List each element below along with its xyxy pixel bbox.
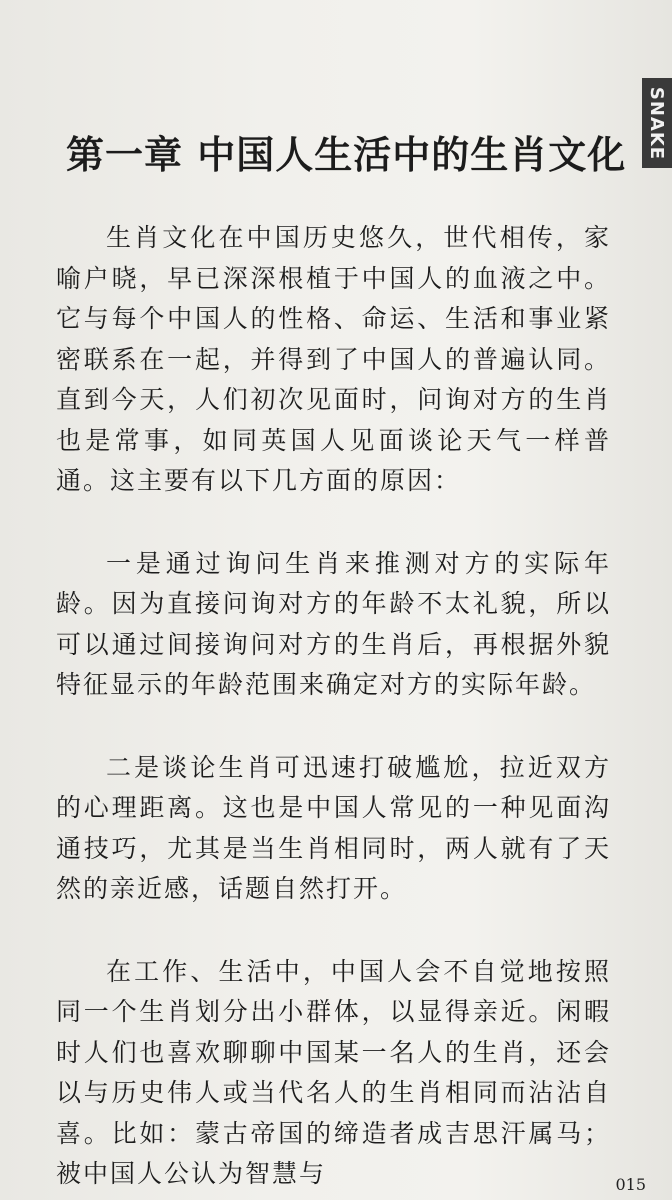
- chapter-title: 第一章 中国人生活中的生肖文化: [66, 133, 627, 177]
- section-tab-label: SNAKE: [646, 86, 668, 160]
- paragraph-1: 生肖文化在中国历史悠久，世代相传，家喻户晓，早已深深根植于中国人的血液之中。它与每个中国人的性格、命运、生活和事业紧密联系在一起，并得到了中国人的普遍认同。直到今天，人们初次见面时，问询对方的生肖也是常事，如同英国人见面谈论天气一样普通。这主要有以下几方面的原因：: [56, 223, 611, 495]
- page-number: 015: [615, 1175, 646, 1194]
- paragraph-4: 在工作、生活中，中国人会不自觉地按照同一个生肖划分出小群体，以显得亲近。闲暇时人们也喜欢聊聊中国某一名人的生肖，还会以与历史伟人或当代名人的生肖相同而沾沾自喜。比如：蒙古帝国的缔造者成吉思汗属马；被中国人公认为智慧与: [56, 956, 611, 1188]
- body-text: [56, 218, 611, 1200]
- paragraph-3: 二是谈论生肖可迅速打破尴尬，拉近双方的心理距离。这也是中国人常见的一种见面沟通技巧，尤其是当生肖相同时，两人就有了天然的亲近感，话题自然打开。: [56, 752, 611, 903]
- paragraph-2: 一是通过询问生肖来推测对方的实际年龄。因为直接问询对方的年龄不太礼貌，所以可以通过间接询问对方的生肖后，再根据外貌特征显示的年龄范围来确定对方的实际年龄。: [56, 548, 611, 699]
- section-tab: [642, 78, 672, 168]
